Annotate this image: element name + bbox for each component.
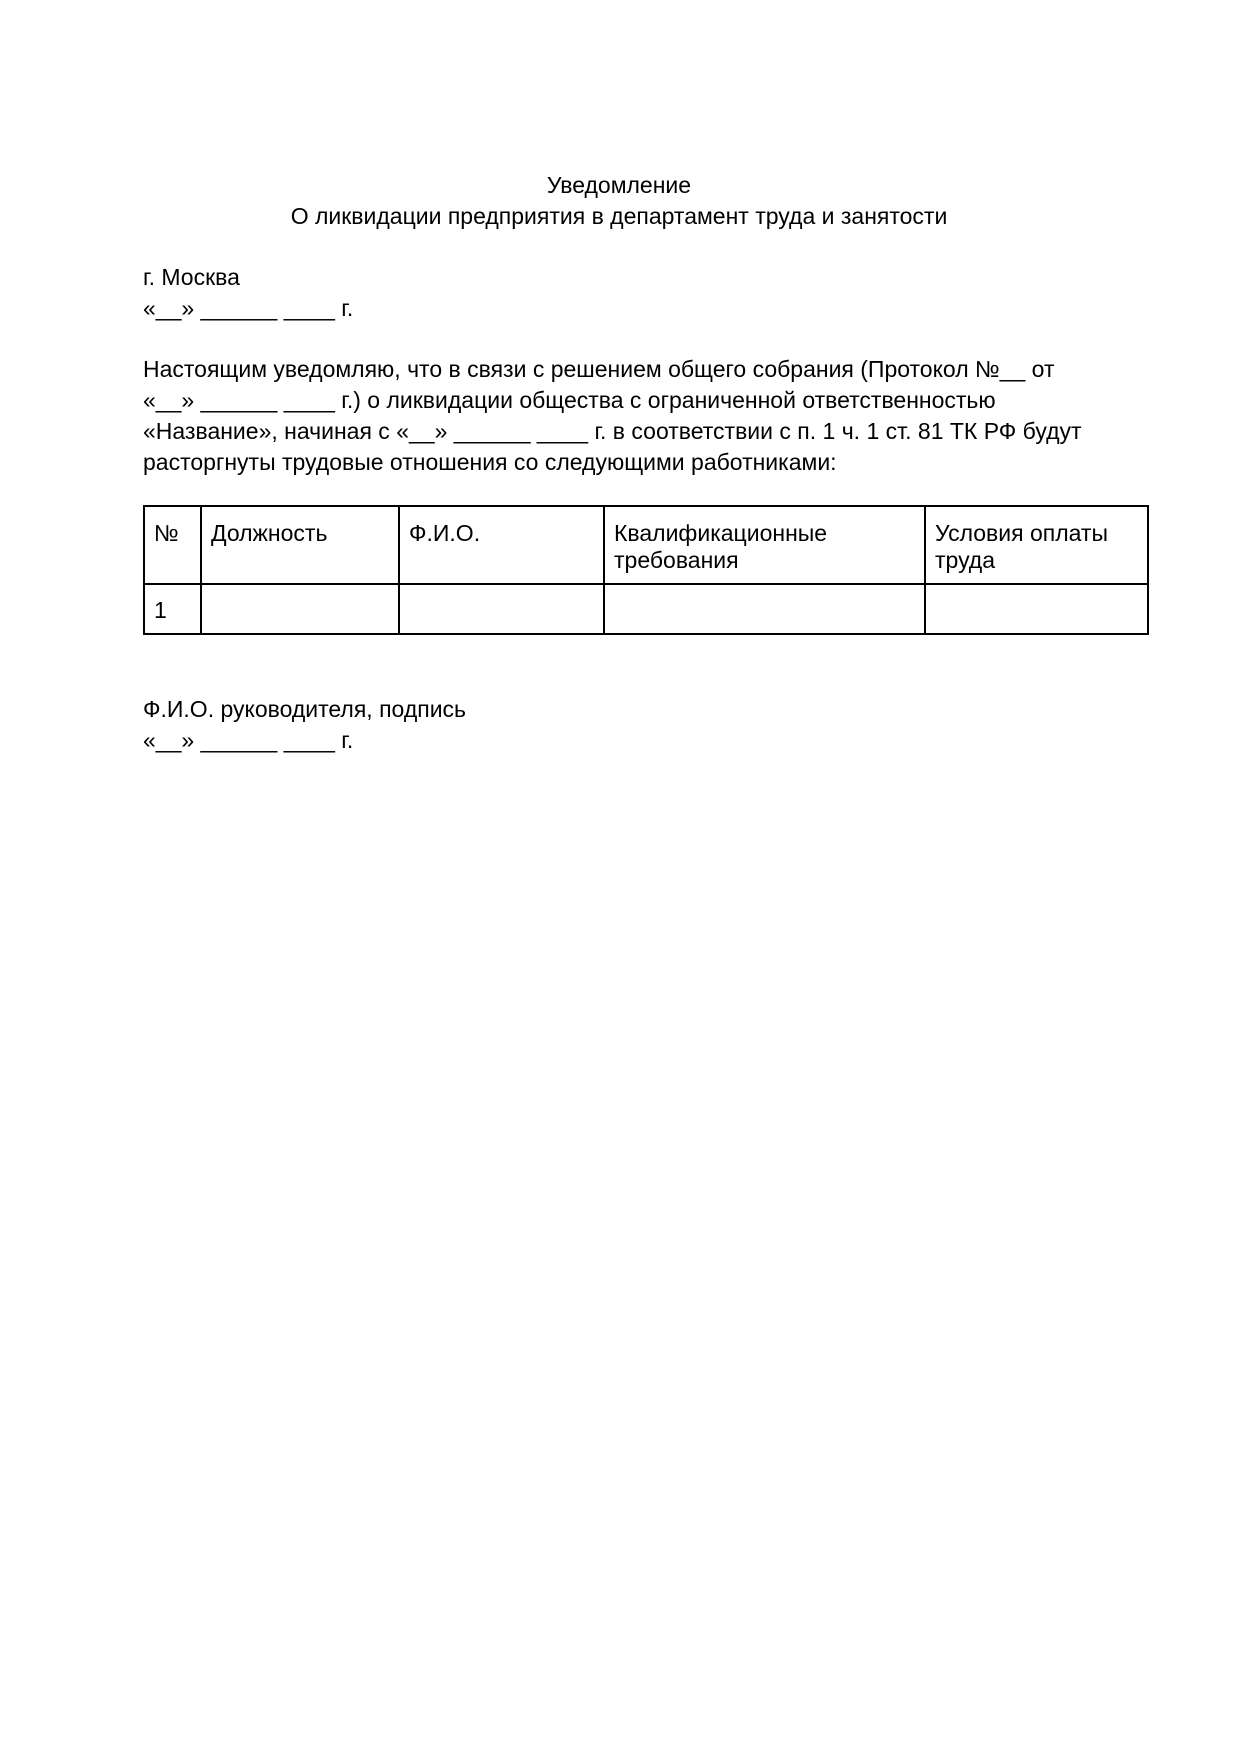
signature-date: «__» ______ ____ г. — [143, 727, 354, 753]
paragraph-line: «Название», начиная с «__» ______ ____ г. в соответствии с п. 1 ч. 1 ст. 81 ТК РФ будут — [143, 418, 1082, 444]
header-cell-full-name: Ф.И.О. — [399, 506, 604, 584]
signature-label: Ф.И.О. руководителя, подпись — [143, 696, 467, 722]
table-cell-number: 1 — [144, 584, 201, 634]
header-cell-pay-terms: Условия оплаты труда — [925, 506, 1148, 584]
paragraph-line: расторгнуты трудовые отношения со следующими работниками: — [143, 449, 837, 475]
signature-block — [143, 694, 1103, 756]
table-cell-position — [201, 584, 399, 634]
notice-paragraph — [143, 354, 1103, 478]
date-line: «__» ______ ____ г. — [143, 295, 354, 321]
paragraph-line: «__» ______ ____ г.) о ликвидации общества с ограниченной ответственностью — [143, 387, 996, 413]
header-cell-position: Должность — [201, 506, 399, 584]
document-header — [0, 170, 1238, 232]
document-title: Уведомление — [546, 172, 692, 198]
table-header-row — [144, 506, 1148, 584]
paragraph-line: Настоящим уведомляю, что в связи с решением общего собрания (Протокол №__ от — [143, 356, 1055, 382]
city-line: г. Москва — [143, 264, 240, 290]
employees-table — [143, 505, 1149, 635]
table-row — [144, 584, 1148, 634]
table-cell-full-name — [399, 584, 604, 634]
place-date-block — [143, 262, 1103, 324]
table-cell-qualification — [604, 584, 925, 634]
table-cell-pay-terms — [925, 584, 1148, 634]
document-subtitle: О ликвидации предприятия в департамент труда и занятости — [290, 203, 948, 229]
header-cell-qualification: Квалификационные требования — [604, 506, 925, 584]
header-cell-number: № — [144, 506, 201, 584]
